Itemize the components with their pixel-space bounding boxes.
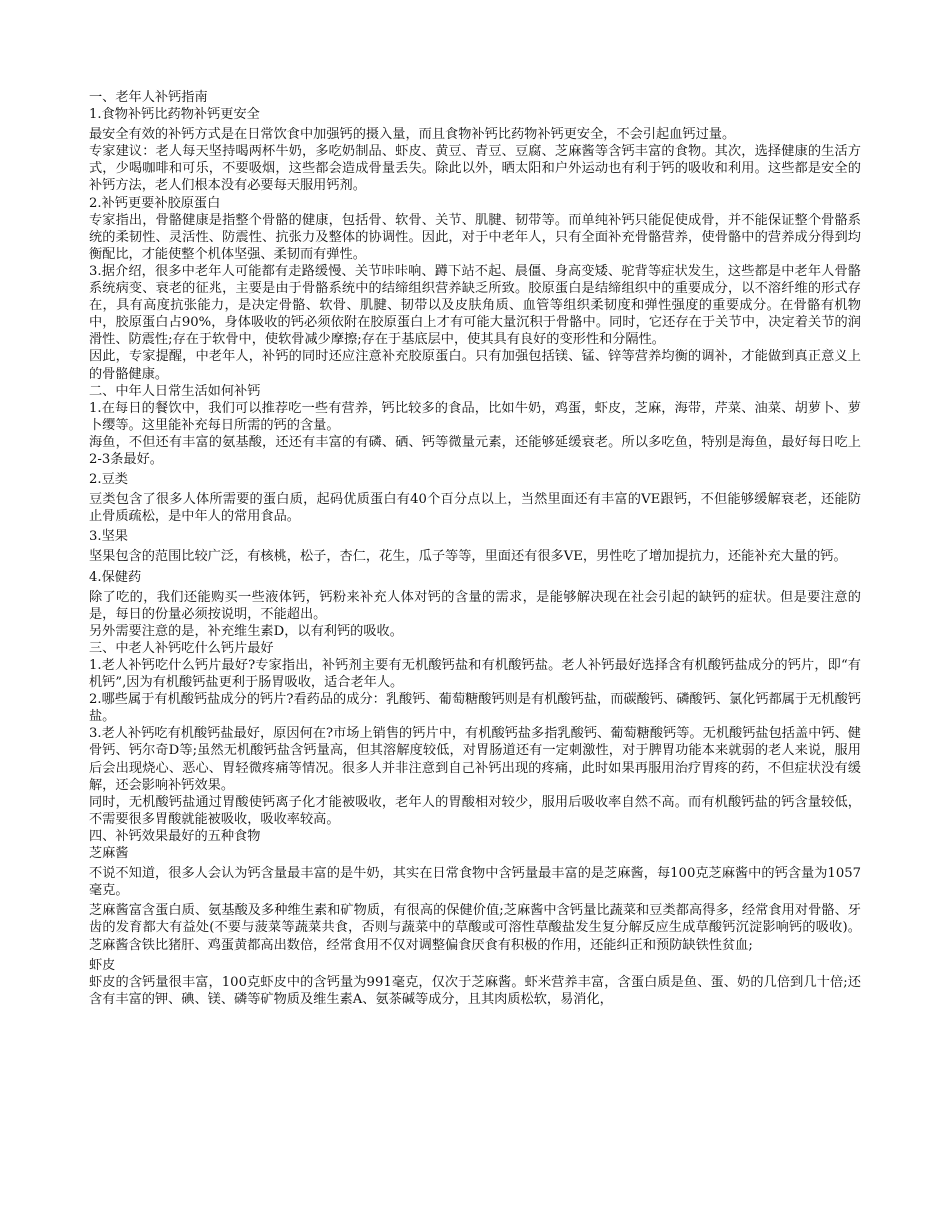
section-heading: 二、中年人日常生活如何补钙 [89,383,261,399]
subheading: 2.豆类 [89,472,128,488]
section-heading: 一、老年人补钙指南 [89,90,208,105]
subheading: 虾皮 [89,957,116,973]
paragraph: 专家建议：老人每天坚持喝两杯牛奶，多吃奶制品、虾皮、黄豆、青豆、豆腐、芝麻酱等含钙丰富的食物。其次，选择健康的生活方式，少喝咖啡和可乐，不要吸烟，这些都会造成骨量丢失。除此以外，晒太阳和户外运动也有利于钙的吸收和利用。这些都是安全的补钙方法，老人们根本没有必要每天服用钙剂。 [89,144,861,194]
document-body [89,89,861,1008]
paragraph: 不说不知道，很多人会认为钙含量最丰富的是牛奶，其实在日常食物中含钙量最丰富的是芝麻酱，每100克芝麻酱中的钙含量为1057毫克。 [89,866,861,899]
section-heading: 三、中老人补钙吃什么钙片最好 [89,640,274,656]
paragraph: 除了吃的，我们还能购买一些液体钙，钙粉来补充人体对钙的含量的需求，是能够解决现在社会引起的缺钙的症状。但是要注意的是，每日的份量必须按说明，不能超出。 [89,589,861,622]
paragraph: 因此，专家提醒，中老年人，补钙的同时还应注意补充胶原蛋白。只有加强包括镁、锰、锌等营养均衡的调补，才能做到真正意义上的骨骼健康。 [89,349,861,382]
paragraph: 海鱼，不但还有丰富的氨基酸，还还有丰富的有磷、硒、钙等微量元素，还能够延缓衰老。所以多吃鱼，特别是海鱼，最好每日吃上2-3条最好。 [89,434,861,467]
paragraph: 2.哪些属于有机酸钙盐成分的钙片?看药品的成分：乳酸钙、葡萄糖酸钙则是有机酸钙盐，而碳酸钙、磷酸钙、氯化钙都属于无机酸钙盐。 [89,692,861,725]
paragraph: 1.老人补钙吃什么钙片最好?专家指出，补钙剂主要有无机酸钙盐和有机酸钙盐。老人补钙最好选择含有机酸钙盐成分的钙片，即“有机钙”,因为有机酸钙盐更利于肠胃吸收，适合老年人。 [89,658,861,691]
paragraph: 3.老人补钙吃有机酸钙盐最好，原因何在?市场上销售的钙片中，有机酸钙盐多指乳酸钙、葡萄糖酸钙等。无机酸钙盐包括盖中钙、健骨钙、钙尔奇D等;虽然无机酸钙盐含钙量高，但其溶解度较低，对胃肠道还有一定刺激性，对于脾胃功能本来就弱的老人来说，服用后会出现烧心、恶心、胃轻微疼痛等情况。很多人并非注意到自己补钙出现的疼痛，此时如果再服用治疗胃疼的药，不但症状没有缓解，还会影响补钙效果。 [89,726,861,793]
subheading: 4.保健药 [89,569,142,585]
paragraph: 1.在每日的餐饮中，我们可以推荐吃一些有营养，钙比较多的食品，比如牛奶，鸡蛋，虾皮，芝麻，海带，芹菜、油菜、胡萝卜、萝卜缨等。这里能补充每日所需的钙的含量。 [89,400,861,433]
paragraph: 芝麻酱富含蛋白质、氨基酸及多种维生素和矿物质，有很高的保健价值;芝麻酱中含钙量比蔬菜和豆类都高得多，经常食用对骨骼、牙齿的发育都大有益处(不要与菠菜等蔬菜共食，否则与蔬菜中的草酸或可溶性草酸盐发生复分解反应生成草酸钙沉淀影响钙的吸收)。芝麻酱含铁比猪肝、鸡蛋黄都高出数倍，经常食用不仅对调整偏食厌食有积极的作用，还能纠正和预防缺铁性贫血; [89,903,861,953]
subheading: 芝麻酱 [89,846,129,862]
subheading: 3.坚果 [89,529,128,545]
section-heading: 四、补钙效果最好的五种食物 [89,828,261,844]
paragraph: 同时，无机酸钙盐通过胃酸使钙离子化才能被吸收，老年人的胃酸相对较少，服用后吸收率自然不高。而有机酸钙盐的钙含量较低，不需要很多胃酸就能被吸收，吸收率较高。 [89,794,861,827]
subheading: 2.补钙更要补胶原蛋白 [89,195,221,211]
paragraph: 豆类包含了很多人体所需要的蛋白质，起码优质蛋白有40个百分点以上，当然里面还有丰富的VE跟钙，不但能够缓解衰老，还能防止骨质疏松，是中年人的常用食品。 [89,492,861,525]
paragraph: 另外需要注意的是，补充维生素D，以有利钙的吸收。 [89,623,403,639]
paragraph: 虾皮的含钙量很丰富，100克虾皮中的含钙量为991毫克，仅次于芝麻酱。虾米营养丰富，含蛋白质是鱼、蛋、奶的几倍到几十倍;还含有丰富的钾、碘、镁、磷等矿物质及维生素A、氨茶碱等成分，且其肉质松软，易消化， [89,974,861,1007]
paragraph: 专家指出，骨骼健康是指整个骨骼的健康，包括骨、软骨、关节、肌腱、韧带等。而单纯补钙只能促使成骨，并不能保证整个骨骼系统的柔韧性、灵活性、防震性、抗张力及整体的协调性。因此，对于中老年人，只有全面补充骨骼营养，使骨骼中的营养成分得到均衡配比，才能使整个机体坚强、柔韧而有弹性。 [89,212,861,262]
paragraph: 坚果包含的范围比较广泛，有核桃，松子，杏仁，花生，瓜子等等，里面还有很多VE，男性吃了增加提抗力，还能补充大量的钙。 [89,549,847,565]
paragraph: 3.据介绍，很多中老年人可能都有走路缓慢、关节咔咔响、蹲下站不起、晨僵、身高变矮、驼背等症状发生，这些都是中老年人骨骼系统病变、衰老的征兆，主要是由于骨骼系统中的结缔组织营养缺乏所致。胶原蛋白是结缔组织中的重要成分，以不溶纤维的形式存在，具有高度抗张能力，是决定骨骼、软骨、肌腱、韧带以及皮肤角质、血管等组织柔韧度和弹性强度的重要成分。在骨骼有机物中，胶原蛋白占90%，身体吸收的钙必须依附在胶原蛋白上才有可能大量沉积于骨骼中。同时，它还存在于关节中，决定着关节的润滑性、防震性;存在于软骨中，使软骨减少摩擦;存在于基底层中，使其具有良好的变形性和分隔性。 [89,263,861,348]
subheading: 1.食物补钙比药物补钙更安全 [89,107,260,123]
paragraph: 最安全有效的补钙方式是在日常饮食中加强钙的摄入量，而且食物补钙比药物补钙更安全，不会引起血钙过量。 [89,127,736,143]
